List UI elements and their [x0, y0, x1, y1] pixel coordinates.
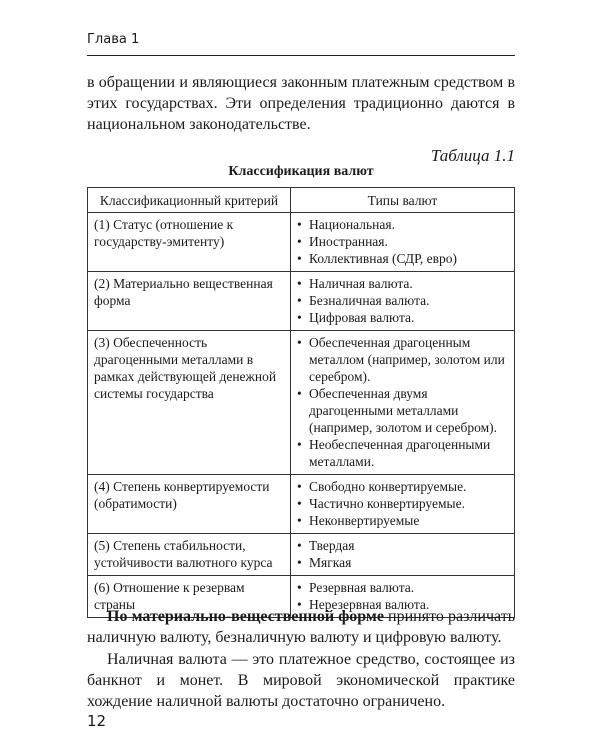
list-item: • Мягкая — [297, 554, 508, 571]
types-list — [297, 216, 508, 267]
list-item: • Нерезервная валюта. — [297, 596, 508, 613]
types-list — [297, 478, 508, 529]
types-cell — [291, 331, 515, 475]
types-cell — [291, 475, 515, 534]
table-body — [88, 213, 515, 618]
types-cell — [291, 272, 515, 331]
table-row — [88, 534, 515, 576]
header-rule — [87, 55, 515, 56]
types-list — [297, 537, 508, 571]
types-cell — [291, 213, 515, 272]
paragraph-material-form — [87, 606, 515, 648]
list-item: • Резервная валюта. — [297, 579, 508, 596]
column-header-types: Типы валют — [291, 188, 515, 213]
list-item: • Твердая — [297, 537, 508, 554]
list-item: • Обеспеченная двумя драгоценными металлами (например, золотом и серебром). — [297, 385, 508, 436]
criterion-cell: (4) Степень конвертируемости (обратимости) — [88, 475, 291, 534]
criterion-cell: (3) Обеспеченность драгоценными металлами в рамках действующей денежной системы государства — [88, 331, 291, 475]
types-list — [297, 334, 508, 470]
table-row — [88, 272, 515, 331]
intro-paragraph: в обращении и являющиеся законным платежным средством в этих государствах. Эти определения традиционно даются в национальном законодательстве. — [87, 74, 515, 133]
table-title: Классификация валют — [228, 164, 374, 179]
criterion-cell: (2) Материально вещественная форма — [88, 272, 291, 331]
table-number: Таблица 1.1 — [430, 146, 515, 165]
paragraph-bold-lead: По материально-вещественной форме — [107, 608, 384, 625]
list-item: • Иностранная. — [297, 233, 508, 250]
list-item: • Коллективная (СДР, евро) — [297, 250, 508, 267]
paragraph-cash-currency: Наличная валюта — это платежное средство, состоящее из банкнот и монет. В мировой экономической практике хождение наличной валюты достаточно ограничено. — [87, 651, 515, 710]
column-header-criterion: Классификационный критерий — [88, 188, 291, 213]
types-cell — [291, 534, 515, 576]
list-item: • Цифровая валюта. — [297, 309, 508, 326]
paragraph-rest: принято различать наличную валюту, безналичную валюту и цифровую валюту. — [87, 608, 515, 646]
criterion-cell: (5) Степень стабильности, устойчивости валютного курса — [88, 534, 291, 576]
table-row — [88, 331, 515, 475]
list-item: • Наличная валюта. — [297, 275, 508, 292]
page-number: 12 — [87, 712, 107, 730]
table-row — [88, 475, 515, 534]
criterion-cell: (6) Отношение к резервам страны — [88, 576, 291, 618]
classification-table — [87, 187, 515, 618]
criterion-cell: (1) Статус (отношение к государству-эмитенту) — [88, 213, 291, 272]
table-header-row — [88, 188, 515, 213]
table-row — [88, 213, 515, 272]
list-item: • Национальная. — [297, 216, 508, 233]
chapter-header: Глава 1 — [87, 32, 140, 47]
list-item: • Неконвертируемые — [297, 512, 508, 529]
list-item: • Обеспеченная драгоценным металлом (например, золотом или серебром). — [297, 334, 508, 385]
list-item: • Частично конвертируемые. — [297, 495, 508, 512]
list-item: • Безналичная валюта. — [297, 292, 508, 309]
types-list — [297, 275, 508, 326]
list-item: • Свободно конвертируемые. — [297, 478, 508, 495]
list-item: • Необеспеченная драгоценными металлами. — [297, 436, 508, 470]
